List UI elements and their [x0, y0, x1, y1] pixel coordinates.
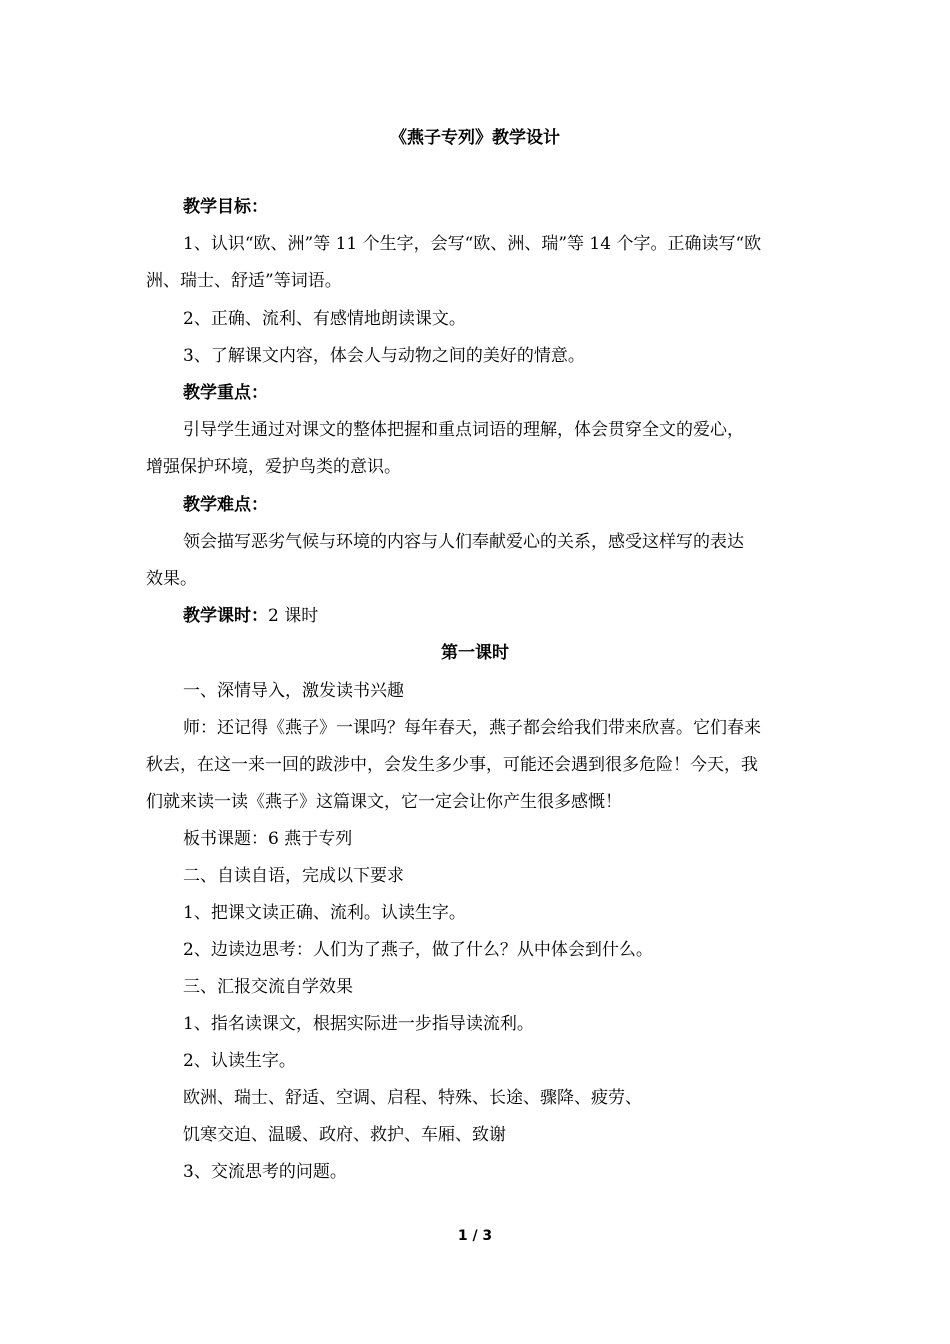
- goal-1-line-2: 洲、瑞士、舒适”等词语。: [146, 271, 342, 291]
- goal-1-line-1: 1、认识“欧、洲”等 11 个生字，会写“欧、洲、瑞”等 14 个字。正确读写“欧: [183, 234, 762, 254]
- key-points-line-1: 引导学生通过对课文的整体把握和重点词语的理解，体会贯穿全文的爱心，: [183, 420, 744, 440]
- class-hours-value: 2 课时: [268, 606, 319, 626]
- step-1: 一、深情导入，激发读书兴趣: [183, 681, 404, 701]
- key-points-line-2: 增强保护环境，爱护鸟类的意识。: [146, 457, 401, 477]
- vocab-line-1: 欧洲、瑞士、舒适、空调、启程、特殊、长途、骤降、疲劳、: [183, 1088, 642, 1108]
- step-3-item-3: 3、交流思考的问题。: [183, 1162, 347, 1182]
- teacher-line-2: 秋去，在这一来一回的跋涉中，会发生多少事，可能还会遇到很多危险！今天，我: [146, 755, 758, 775]
- difficulty-line-2: 效果。: [146, 569, 197, 589]
- step-2-item-2: 2、边读边思考：人们为了燕子，做了什么？从中体会到什么。: [183, 940, 653, 960]
- page-number: 1 / 3: [457, 1228, 493, 1244]
- step-2-item-1: 1、把课文读正确、流利。认读生字。: [183, 903, 466, 923]
- step-3: 三、汇报交流自学效果: [183, 977, 353, 997]
- goals-heading: 教学目标：: [183, 197, 268, 217]
- key-points-heading: 教学重点：: [183, 383, 268, 403]
- goal-3: 3、了解课文内容，体会人与动物之间的美好的情意。: [183, 346, 585, 366]
- board-title: 板书课题：6 燕于专列: [183, 829, 353, 849]
- vocab-line-2: 饥寒交迫、温暖、政府、救护、车厢、致谢: [183, 1125, 506, 1145]
- step-3-item-1: 1、指名读课文，根据实际进一步指导读流利。: [183, 1014, 534, 1034]
- difficulty-heading: 教学难点：: [183, 495, 268, 515]
- step-2: 二、自读自语，完成以下要求: [183, 866, 404, 886]
- teacher-line-1: 师：还记得《燕子》一课吗？每年春天，燕子都会给我们带来欣喜。它们春来: [183, 718, 761, 738]
- teacher-line-3: 们就来读一读《燕子》这篇课文，它一定会让你产生很多感慨！: [146, 792, 622, 812]
- class-hours: [146, 602, 810, 630]
- class-hours-label: 教学课时：: [183, 606, 268, 626]
- difficulty-line-1: 领会描写恶劣气候与环境的内容与人们奉献爱心的关系，感受这样写的表达: [183, 532, 744, 552]
- lesson-1-heading: 第一课时: [441, 643, 509, 663]
- step-3-item-2: 2、认读生字。: [183, 1051, 296, 1071]
- document-title: 《燕子专列》教学设计: [390, 128, 560, 148]
- goal-2: 2、正确、流利、有感情地朗读课文。: [183, 309, 466, 329]
